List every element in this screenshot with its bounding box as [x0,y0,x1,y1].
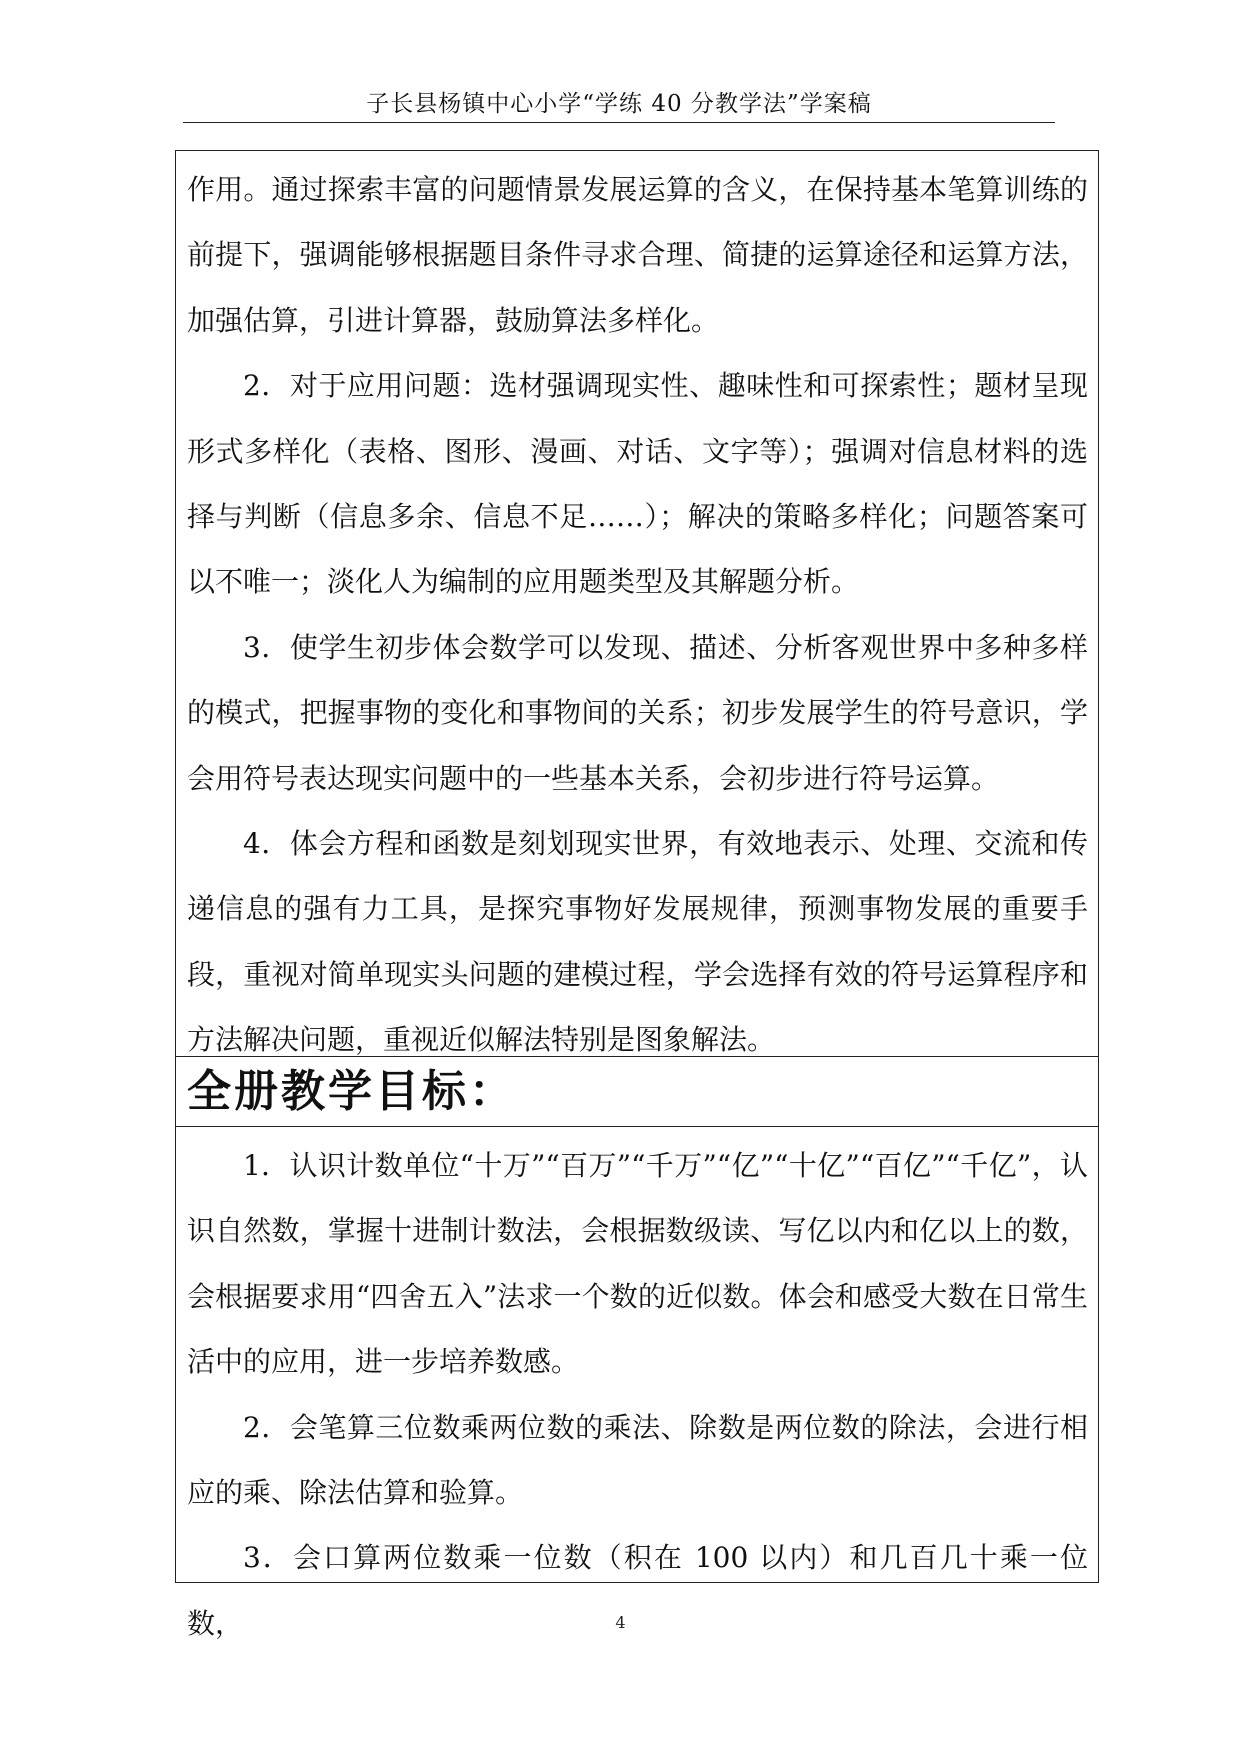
paragraph: 2．会笔算三位数乘两位数的乘法、除数是两位数的除法，会进行相应的乘、除法估算和验算。 [187,1410,1088,1510]
table-cell-goals [176,1127,1098,1640]
paragraph: 2．对于应用问题：选材强调现实性、趣味性和可探索性；题材呈现形式多样化（表格、图形、漫画、对话、文字等）；强调对信息材料的选择与判断（信息多余、信息不足……）；解决的策略多样化；问题答案可以不唯一；淡化人为编制的应用题类型及其解题分析。 [187,369,1088,599]
page-header-title: 子长县杨镇中心小学“学练 40 分教学法”学案稿 [366,91,872,117]
section-heading: 全册教学目标： [187,1065,516,1117]
table-cell-content [176,151,1098,1057]
paragraph: 作用。通过探索丰富的问题情景发展运算的含义，在保持基本笔算训练的前提下，强调能够根据题目条件寻求合理、简捷的运算途径和运算方法，加强估算，引进计算器，鼓励算法多样化。 [187,173,1088,337]
page-number: 4 [615,1613,626,1632]
paragraph: 4．体会方程和函数是刻划现实世界，有效地表示、处理、交流和传递信息的强有力工具，是探究事物好发展规律，预测事物发展的重要手段，重视对简单现实头问题的建模过程，学会选择有效的符号运算程序和方法解决问题，重视近似解法特别是图象解法。 [187,827,1088,1057]
lesson-plan-table [175,150,1099,1640]
header-divider [183,122,1055,123]
paragraph: 3．使学生初步体会数学可以发现、描述、分析客观世界中多种多样的模式，把握事物的变化和事物间的关系；初步发展学生的符号意识，学会用符号表达现实问题中的一些基本关系，会初步进行符号运算。 [187,630,1088,795]
paragraph: 3．会口算两位数乘一位数（积在 100 以内）和几百几十乘一位数， [187,1541,1088,1640]
paragraph: 1．认识计数单位“十万”“百万”“千万”“亿”“十亿”“百亿”“千亿”，认识自然数，掌握十进制计数法，会根据数级读、写亿以内和亿以上的数，会根据要求用“四舍五入”法求一个数的近似数。体会和感受大数在日常生活中的应用，进一步培养数感。 [187,1149,1088,1379]
